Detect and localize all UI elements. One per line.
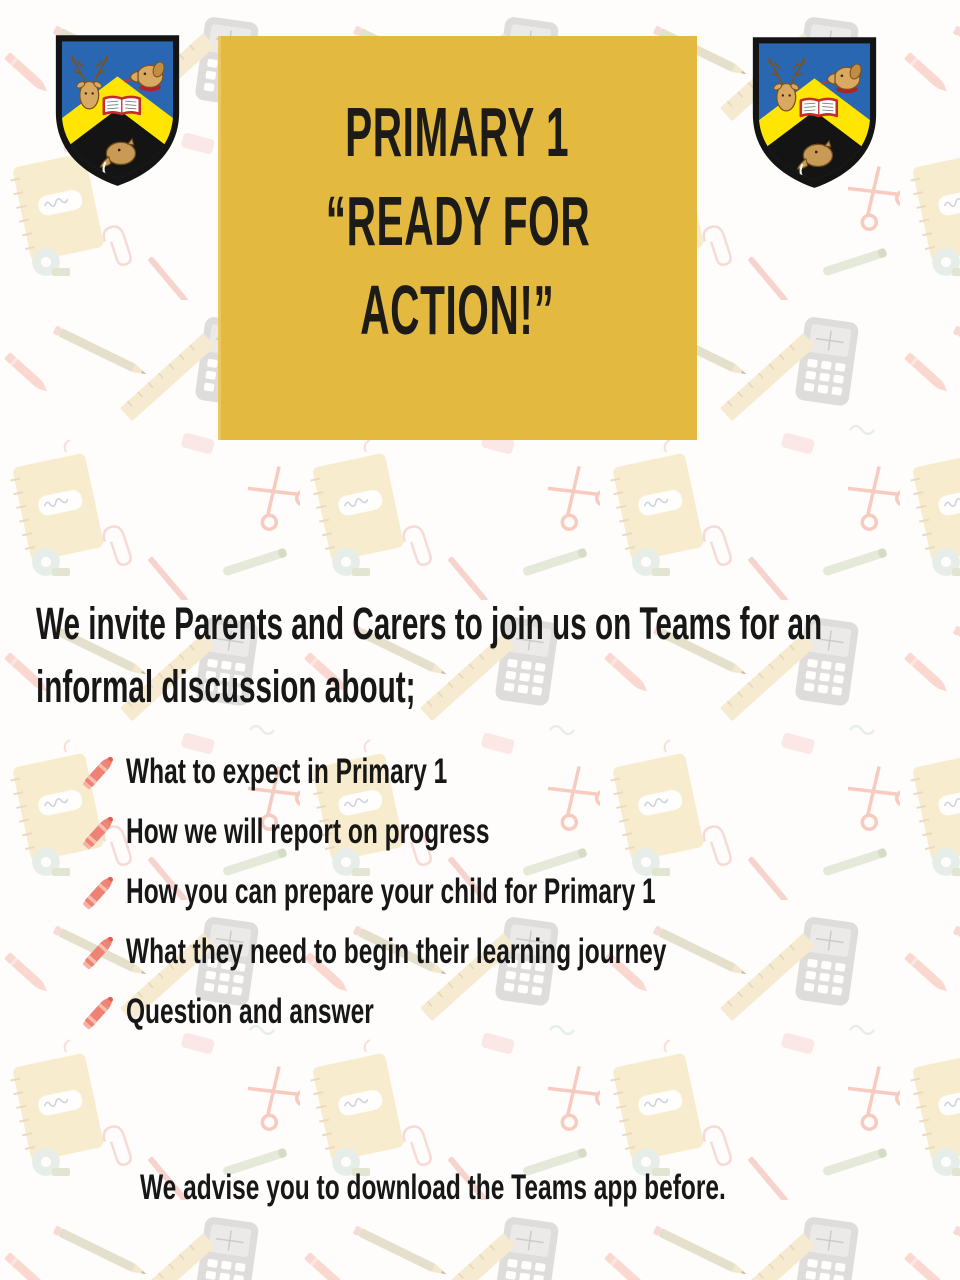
agenda-item-label: Question and answer [126, 992, 374, 1031]
agenda-item-label: What to expect in Primary 1 [126, 752, 448, 791]
list-item [76, 982, 898, 1042]
agenda-item-label: How we will report on progress [126, 812, 490, 851]
crayon-bullet-icon [76, 749, 122, 795]
crayon-bullet-icon [76, 989, 122, 1035]
school-crest-icon [49, 24, 186, 192]
list-item [76, 922, 898, 982]
intro-line-1: We invite Parents and Carers to join us on Teams for an [36, 598, 823, 649]
crayon-bullet-icon [76, 809, 122, 855]
title-line-1: PRIMARY 1 [345, 93, 570, 171]
crayon-bullet-icon [76, 869, 122, 915]
intro-line-2: informal discussion about; [36, 661, 416, 712]
title-line-3: ACTION!” [360, 271, 555, 349]
agenda-item-label: What they need to begin their learning journey [126, 932, 667, 971]
school-crest-icon [746, 26, 883, 194]
footer-advisory: We advise you to download the Teams app before. [140, 1168, 726, 1207]
agenda-list [76, 742, 898, 1042]
intro-paragraph [36, 592, 960, 718]
list-item [76, 802, 898, 862]
title-banner [218, 36, 697, 440]
agenda-item-label: How you can prepare your child for Primary 1 [126, 872, 656, 911]
list-item [76, 862, 898, 922]
crayon-bullet-icon [76, 929, 122, 975]
list-item [76, 742, 898, 802]
title-line-2: “READY FOR [325, 182, 590, 260]
